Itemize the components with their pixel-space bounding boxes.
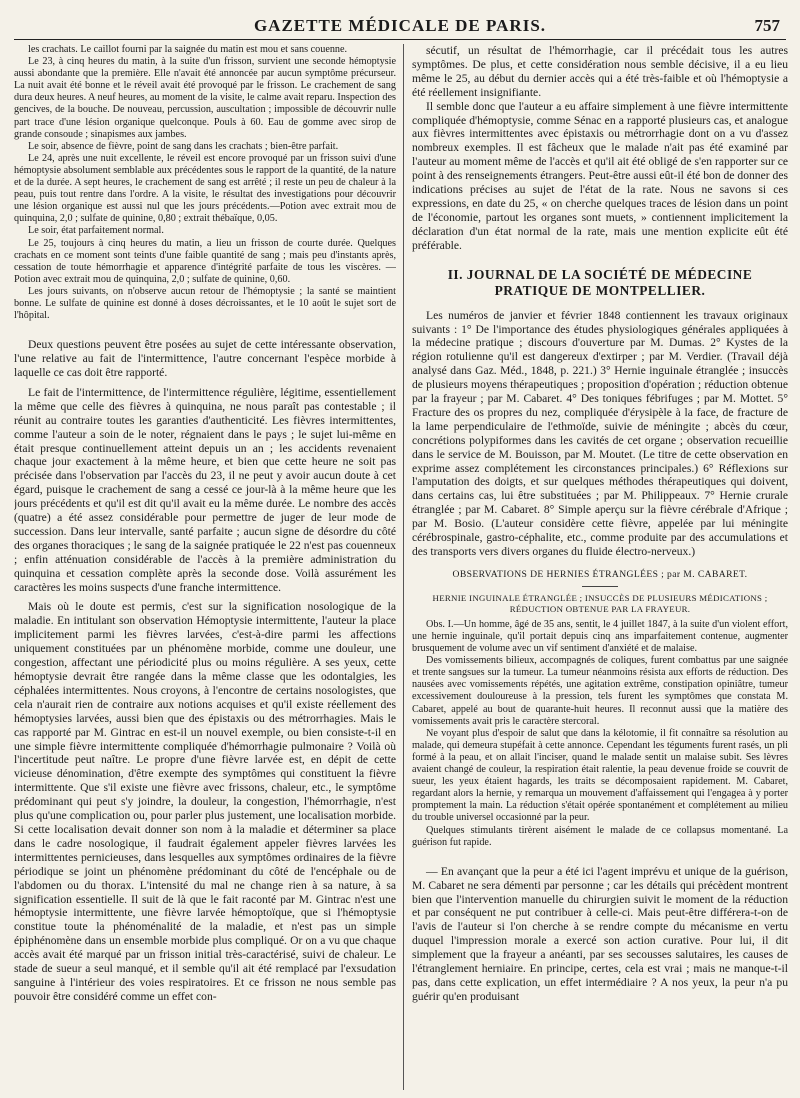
paragraph: Le 25, toujours à cinq heures du matin, a lieu un frisson de courte durée. Quelques crachats en ce moment sont teints d'une faible quantité de sang ; mais peu d'instants après, cessation de toute hémorrhagie et apparence d'intégrité parfaite de tous les viscères. — Potion avec extrait mou de quinquina, 2,0 ; sulfate de quinine, 0,60. [14,237,396,285]
left-column [14,44,396,1090]
page-header [14,14,786,40]
paragraph: Les numéros de janvier et février 1848 contiennent les travaux originaux suivants : 1° De l'importance des études physiologiques générales appliquées à la médecine pratique ; discours d'ouverture par M. Dumas. 2° Kystes de la région rotulienne qu'il est dangereux d'extirper ; par M. Verdier. (Travail déjà analysé dans Gaz. Méd., 1848, p. 221.) 3° Hernie inguinale étranglée ; insuccès de plusieurs moyens thérapeutiques ; proposition d'opération ; réduction obtenue par la frayeur ; par M. Cabaret. 4° Des toniques fébrifuges ; par M. Mottet. 5° Fracture des os propres du nez, compliquée d'érysipèle à la face, de fracture de la lame perpendiculaire de l'ethmoïde, suivie de méningite ; abcès du cœur, concrétions polypiformes dans les cavités de cet organe ; observation recueillie dans le service de M. Bouisson, par M. Moutet. (Le titre de cette observation en exprime assez complétement les circonstances principales.) 6° Réflexions sur l'amputation des doigts, et sur quelques méthodes thérapeutiques qui doivent, dans certains cas, lui être substituées ; par M. Philippeaux. 7° Hernie crurale étranglée ; par M. Cabaret. 8° Simple aperçu sur la fièvre cérébrale d'Afrique ; par M. Bosio. (L'auteur considère cette fièvre, appelée par lui méningite cérébrospinale, gastro-céphalite, etc., comme produite par des accumulations et des transports vers divers organes du fluide électro-nerveux.) [412,308,788,558]
paragraph: Quelques stimulants tirèrent aisément le malade de ce collapsus momentané. La guérison fut rapide. [412,824,788,848]
paragraph: Le soir, état parfaitement normal. [28,225,164,237]
paragraph: — En avançant que la peur a été ici l'agent imprévu et unique de la guérison, M. Cabaret ne sera démenti par personne ; car les détails qui précèdent montrent bien que l'intervention manuelle du chirurgien suivit le moment de la réduction et par conséquent ne put contribuer à celle-ci. Mais peut-être différera-t-on de l'avis de l'auteur si l'on cherche à se rendre compte du mécanisme en vertu duquel l'impression morale a exercé son action curative. Pour lui, il dit simplement que la frayeur a anéanti, par ses secousses salutaires, les causes de l'étranglement herniaire. En principe, certes, cela est vrai ; mais ne manque-t-il pas, dans cette explication, un effet intermédiaire ? A nos yeux, la peur n'a pu guérir qu'en produisant [412,864,788,1003]
paragraph: Le 24, après une nuit excellente, le réveil est encore provoqué par un frisson suivi d'une hémoptysie absolument semblable aux précédentes sous le rapport de la quantité, de la nature et de la durée. A sept heures, le crachement de sang est arrêté ; il reste un peu de chaleur à la peau, puis tout rentre dans l'ordre. A la visite, le résultat des investigations pour découvrir une lésion organique est aussi nul que les jours précédents.—Potion avec extrait mou de quinquina, 2,0 ; sulfate de quinine, 0,80 ; extrait thébaïque, 0,05. [14,152,396,225]
paragraph: Le 23, à cinq heures du matin, à la suite d'un frisson, survient une seconde hémoptysie aussi abondante que la première. Elle n'avait été annoncée par aucun symptôme précurseur. La nuit avait été bonne et le réveil avait été provoqué par le frisson. Le crachement de sang dura deux heures. A neuf heures, au moment de la visite, le calme avait reparu. Inspection des gencives, de la bouche. De nouveau, percussion, auscultation ; impossible de découvrir nulle part trace d'une lésion organique quelconque. Pouls à 60. Eau de gomme avec sirop de grande consoude ; sinapismes aux jambes. [14,56,396,140]
paragraph: Le fait de l'intermittence, de l'intermittence régulière, légitime, essentiellement la même que celle des fièvres à quinquina, ne nous paraît pas contestable ; il réunit au contraire toutes les garanties d'authenticité. Les fièvres intermittentes, comme l'auteur a soin de le noter, régnaient dans le pays ; le sujet lui-même en était presque continuellement atteint depuis un an ; les accidents revenaient chaque jour exactement à la même heure, et bien que cette heure ne soit pas précisée dans l'observation par l'accès du 23, il ne peut y avoir aucun doute à cet égard, puisque le crachement de sang a cessé ce jour-là à la même heure que les jours précédents et qu'il est dit qu'il avait eu la même durée. Le nombre des accès (quatre) a été assez considérable pour permettre de juger de leur mode de succession. Dans leur intervalle, santé parfaite ; aucun signe de désordre du côté des organes thoraciques ; le sang de la saignée pratiquée le 22 n'est pas couenneux ; enfin atténuation considérable de l'accès à la première administration du quinquina et cessation complète après la seconde dose. Voilà assurément les caractères les moins suspects d'une franche intermittence. [14,385,396,594]
paragraph: Obs. I.—Un homme, âgé de 35 ans, sentit, le 4 juillet 1847, à la suite d'un violent effort, une hernie inguinale, qu'il portait depuis cinq ans imparfaitement contenue, augmenter brusquement de volume avec un vif sentiment d'anxiété et de malaise. [412,618,788,655]
paragraph: Il semble donc que l'auteur a eu affaire simplement à une fièvre intermittente compliquée d'hémoptysie, comme Sénac en a rapporté plusieurs cas, et analogue aux fièvres intermittentes avec épistaxis ou métrorrhagie dont on a vu d'assez nombreux exemples. Il est fâcheux que le malade n'ait pas été examiné par l'auteur au moment même de l'accès et qu'il ait été obligé de s'en rapporter sur ce point à des renseignements étrangers. Peut-être aussi eût-il été bon de donner des indications précises au sujet de l'état de la rate. Nous ne savons si ces expressions, en date du 25, « on cherche quelques traces de lésion dans un point de l'économie, partout les organes sont muets, » contiennent implicitement la déclaration d'un état normal de la rate, mais une mention explicite eût été préférable. [412,99,788,252]
paragraph: Deux questions peuvent être posées au sujet de cette intéressante observation, l'une relative au fait de l'intermittence, l'autre concernant l'espèce morbide à laquelle ce cas doit être rapporté. [14,338,396,379]
paragraph: sécutif, un résultat de l'hémorrhagie, car il précédait tous les autres symptômes. De plus, et cette considération nous semble décisive, il a eu lieu même le 25, au début du dernier accès qui a été très-faible et où l'hémoptysie a été réellement insignifiante. [412,44,788,99]
section-title: II. JOURNAL DE LA SOCIÉTÉ DE MÉDECINE PRATIQUE DE MONTPELLIER. [447,266,753,298]
paragraph: Des vomissements bilieux, accompagnés de coliques, furent combattus par une saignée et trente sangsues sur la tumeur. La tumeur néanmoins résista aux efforts de réduction. Des nausées avec vomissements répétés, une agitation extrême, constipation opiniâtre, tumeur excessivement douloureuse à la pression, tels furent les symptômes que constata M. Cabaret, appelé au bout de quarante-huit heures. Il reconnut aussi que la matière des vomissements avait pris le caractère stercoral. [412,655,788,727]
paragraph: Le soir, absence de fièvre, point de sang dans les crachats ; bien-être parfait. [28,140,339,152]
observation-subheading: HERNIE INGUINALE ÉTRANGLÉE ; INSUCCÈS DE PLUSIEURS MÉDICATIONS ; RÉDUCTION OBTENUE PAR LA FRAYEUR. [432,592,768,614]
observations-heading: OBSERVATIONS DE HERNIES ÉTRANGLÉES ; par M. CABARET. [452,568,748,580]
short-rule [582,586,618,587]
journal-title: GAZETTE MÉDICALE DE PARIS. [253,16,547,35]
column-divider [403,44,404,1090]
paragraph: Les jours suivants, on n'observe aucun retour de l'hémoptysie ; la santé se maintient bonne. Le sulfate de quinine est donné à doses décroissantes, et le 10 août le sujet sort de l'hôpital. [14,285,396,322]
paragraph: Mais où le doute est permis, c'est sur la signification nosologique de la maladie. En intitulant son observation Hémoptysie intermittente, l'auteur la place implicitement parmi les fièvres larvées, c'est-à-dire parmi les affections uniquement constituées par un phénomène morbide, comme une douleur, une congestion, affectant une périodicité plus ou moins régulière. A ses yeux, cette hémoptysie devrait être rangée dans la même classe que les odontalgies, les céphalées intermittentes. Nous croyons, à l'encontre de certains nosologistes, que cela n'aurait rien de contraire aux notions acquises et qu'il existe réellement des hémoptysies larvées, aussi bien que des épistaxis ou des métrorrhagies. Mais le cas rapporté par M. Gintrac en est-il un nouvel exemple, ou bien consiste-t-il en une simple fièvre intermittente compliquée d'hémorrhagie pulmonaire ? Voilà où l'incertitude peut naître. Le propre d'une fièvre larvée est, en dépit de cette vicieuse dénomination, d'être exempte des symptômes qui constituent la fièvre intermittente. Que s'il existe une fièvre avec frissons, chaleur, etc., le symptôme prédominant qui peut s'y joindre, la douleur, la congestion, l'hémorrhagie, n'est plus qu'une complication ou, pour parler plus justement, une localisation morbide. Si cette localisation devait donner son nom à la maladie et déterminer sa place dans le cadre nosologique, il faudrait également appeler fièvres larvées les intermittentes pernicieuses, dans lesquelles aux symptômes ordinaires de la fièvre périodique se joint un phénomène prédominant du côté de l'encéphale ou de l'abdomen ou du thorax. L'intensité du mal ne change rien à sa nature, à sa signification essentielle. Il suit de là que le fait raconté par M. Gintrac n'est une hémoptysie intermittente, une fièvre larvée hémoptoïque, que si l'hémoptysie constitue toute la phénoménalité de la maladie, et n'est pas un simple épiphénomène dans un ensemble morbide plus compliqué. Or on a vu que chaque accès avait été marqué par un frisson initial très-caractérisé, suivi de chaleur. Le stade de sueur a seul manqué, et il semble qu'il ait été remplacé par l'exsudation sanguine à l'intérieur des voies respiratoires. Et ce frisson ne nous semble pas pouvoir être considéré comme un effet con- [14,600,396,1003]
page-number: 757 [754,16,780,35]
right-column [412,44,788,1090]
paragraph: Ne voyant plus d'espoir de salut que dans la kélotomie, il fit connaître sa résolution au malade, qui demeura stupéfait à cette annonce. Cependant les téguments furent rasés, un pli formé à la peau, et on allait l'inciser, quand le malade sentit un malaise subit. Ses lèvres avaient changé de couleur, la respiration était ralentie, la peau devenue froide se couvrit de sueur, les yeux étaient hagards, les traits se décomposaient rapidement. M. Cabaret, regardant alors la hernie, y remarqua un mouvement d'affaissement qui l'engagea à y porter promptement la main. La réduction s'était opérée spontanément et complétement au milieu du trouble universel occasionné par la peur. [412,727,788,824]
paragraph: les crachats. Le caillot fourni par la saignée du matin est mou et sans couenne. [28,44,348,55]
